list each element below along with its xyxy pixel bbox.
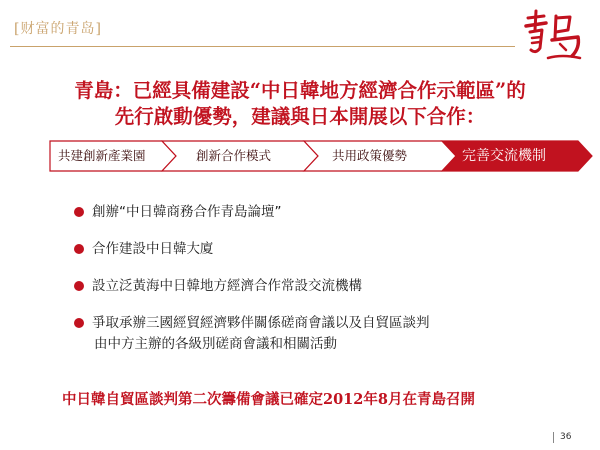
list-item [74, 202, 534, 223]
page-number: 36 [560, 432, 572, 442]
bullet-dot-icon [74, 244, 84, 254]
process-flow [0, 140, 600, 172]
list-item [74, 313, 534, 355]
bullet-text-continuation: 由中方主辦的各級別磋商會議和相關活動 [94, 336, 337, 352]
bullet-dot-icon [74, 207, 84, 217]
qingdao-logo-icon [522, 8, 584, 64]
bullet-text: 爭取承辦三國經貿經濟夥伴關係磋商會議以及自貿區談判 [92, 315, 430, 331]
section-tag: [财富的青岛] [14, 21, 102, 37]
bullet-text: 設立泛黃海中日韓地方經濟合作常設交流機構 [92, 278, 362, 294]
flow-step-3: 共用政策優勢 [332, 148, 408, 163]
highlight-note: 中日韓自貿區談判第二次籌備會議已確定2012年8月在青島召開 [62, 391, 475, 408]
title-line-1: 青島：已經具備建設“中日韓地方經濟合作示範區”的 [74, 79, 526, 102]
flow-step-4-active: 完善交流機制 [462, 148, 546, 164]
list-item [74, 276, 534, 297]
flow-step-2: 創新合作模式 [196, 148, 272, 163]
header-divider [10, 46, 515, 47]
bullet-dot-icon [74, 318, 84, 328]
list-item [74, 239, 534, 260]
bullet-text: 合作建設中日韓大廈 [92, 241, 214, 257]
bullet-dot-icon [74, 281, 84, 291]
flow-step-1: 共建創新產業園 [58, 148, 146, 163]
title-line-2: 先行啟動優勢，建議與日本開展以下合作： [114, 105, 486, 128]
slide-title [40, 78, 560, 130]
bullet-text: 創辦“中日韓商務合作青島論壇” [92, 204, 282, 220]
page-number-divider [553, 432, 554, 443]
bullet-list [74, 202, 534, 371]
